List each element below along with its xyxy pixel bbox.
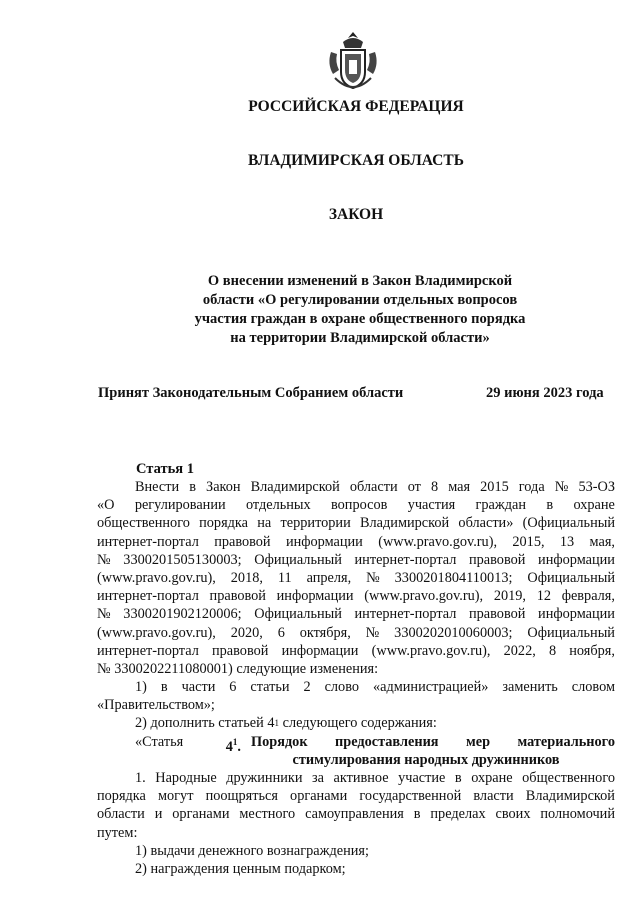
word: участие [398,770,446,787]
word: правовой [212,642,269,659]
word: словом [571,679,615,696]
word: (www.pravo.gov.ru), [371,642,491,659]
word: информации [538,551,615,568]
new-article-title-line: стимулирования народных дружинников [292,751,560,768]
word: регулировании [134,497,226,514]
word: 3300201902120006; [123,606,242,623]
body-line: «Правительством»; [97,697,215,714]
para-line: путем: [97,824,138,841]
word: интернет-портал [354,551,457,568]
word: Внести [135,479,180,495]
word: «О [97,497,115,514]
para-line [97,805,615,823]
word: участия [407,497,456,514]
word: информации [285,533,363,550]
word: Владимирской [525,788,615,805]
word: информации [538,606,615,623]
word: интернет-портал [97,588,199,605]
word: активное [333,770,389,787]
word: охране [573,497,615,514]
article-body [97,478,615,878]
word: территории [280,515,351,532]
word: дружинники [226,770,303,787]
body-line [97,569,615,587]
word: Закон [206,479,241,495]
word: власти [473,788,514,805]
body-line [97,551,615,569]
word: «администрацией» [372,679,489,696]
word: № [97,606,111,623]
word: Официальный [254,606,342,623]
word: 2018, [230,569,263,586]
word: органами [290,788,348,805]
word: февраля, [561,588,615,605]
word: правовой [209,588,266,605]
word: порядка [199,515,248,532]
body-line [97,533,615,551]
word: мая [448,479,471,495]
word: области [349,479,398,495]
word: полномочий [540,806,615,823]
word: в [160,679,168,696]
word: за [312,770,324,787]
new-article-dot: . [237,738,241,755]
word: 6 [229,679,237,696]
new-article-title-line [251,733,615,751]
word: правовой [469,551,526,568]
word: ноября, [569,642,615,659]
word: пределах [430,806,486,823]
word: Владимирской [360,515,450,532]
adoption-label: Принят Законодательным Собранием области [98,385,404,401]
word: информации [281,642,359,659]
body-line: № 3300202211080001) следующие изменения: [97,660,379,677]
word: общественного [97,515,190,532]
region-heading: ВЛАДИМИРСКАЯ ОБЛАСТЬ [248,152,464,169]
word: 2022, [503,642,536,659]
word: (www.pravo.gov.ru), [378,533,498,550]
word: 3300202010060003; [394,624,513,641]
word: мая, [589,533,615,550]
word: 2 [303,679,311,696]
word: 1) [135,679,147,696]
body-line [97,642,615,660]
word: части [181,679,216,696]
para-line: 1) выдачи денежного вознаграждения; [135,842,369,859]
word: № [554,479,569,495]
word: 3300201804110013; [394,569,513,586]
word: заменить [502,679,558,696]
word: апреля, [306,569,352,586]
word: поощряться [205,788,278,805]
word: информации [276,588,354,605]
word: 8 [430,479,439,495]
word: № [97,551,111,568]
word: (www.pravo.gov.ru), [97,569,216,586]
new-article-superscript: 1 [232,736,238,747]
word: могут [157,788,194,805]
adoption-date: 29 июня 2023 года [486,385,604,401]
word: (www.pravo.gov.ru), [364,588,484,605]
word: самоуправления [305,806,404,823]
coat-of-arms-emblem [325,30,381,94]
word: отдельных [245,497,311,514]
body-line [97,514,615,532]
word: интернет-портал [97,642,199,659]
word: интернет-портал [97,533,199,550]
body-line [97,478,615,496]
word: Официальный [527,624,615,641]
word: № [366,569,380,586]
word: слово [324,679,360,696]
word: октября, [299,624,351,641]
word: 2015, [512,533,545,550]
word: (www.pravo.gov.ru), [97,624,216,641]
word: на [257,515,272,532]
word: государственной [359,788,462,805]
new-article-word: «Статья [135,733,184,750]
word: и [154,806,163,823]
word: статьи [250,679,290,696]
word: 53-ОЗ [578,479,615,495]
word: Официальный [527,569,615,586]
item2-text: 2) дополнить статьей 4 [135,715,275,732]
word: 12 [536,588,551,605]
document-type-heading: ЗАКОН [328,206,384,223]
law-title-line: на территории Владимирской области» [230,330,490,346]
body-line [97,587,615,605]
word: области» [458,515,514,532]
item2-tail: следующего содержания: [279,715,437,732]
word: 3300201505130003; [123,551,242,568]
word: местного [239,806,296,823]
word: 2015 [480,479,509,495]
body-line-item2 [97,714,615,732]
word: Народные [155,770,217,787]
new-article-title-word: мер [465,733,491,750]
word: граждан [475,497,527,514]
word: № [365,624,380,641]
word: Официальный [254,551,342,568]
new-article-title-word: предоставления [335,733,439,750]
para-line: 2) награждения ценным подарком; [135,860,346,877]
word: в [413,806,421,823]
word: (Официальный [522,515,615,532]
body-line [97,496,615,514]
word: общественного [522,770,615,787]
word: интернет-портал [354,606,457,623]
law-title-line: области «О регулировании отдельных вопросов [202,292,518,308]
word: охране [471,770,513,787]
word: в [546,497,554,514]
word: правовой [469,606,526,623]
word: 6 [277,624,285,641]
word: 2019, [493,588,526,605]
word: 8 [548,642,557,659]
article-heading: Статья 1 [136,461,194,477]
law-title-line: участия граждан в охране общественного порядка [194,311,526,327]
word: 13 [559,533,575,550]
word: 11 [277,569,292,586]
new-article-title-word: Порядок [251,733,308,750]
word: в [454,770,462,787]
word: правовой [214,533,271,550]
word: органами [172,806,230,823]
word: 2020, [230,624,263,641]
word: порядка [97,788,146,805]
new-article-heading [97,733,615,769]
body-line [97,605,615,623]
item2-superscript: 1 [274,718,280,729]
new-article-title-word: материального [517,733,615,750]
country-heading: РОССИЙСКАЯ ФЕДЕРАЦИЯ [248,98,464,115]
para-line [97,787,615,805]
word: в [189,479,196,495]
word: Владимирской [250,479,340,495]
para-line [97,769,615,787]
law-title [150,272,570,348]
word: года [518,479,545,495]
word: 1. [135,770,146,787]
word: своих [495,806,531,823]
new-article-number [226,733,241,769]
body-line [97,624,615,642]
new-article-num: 4 [225,738,233,755]
body-line [97,678,615,696]
law-title-line: О внесении изменений в Закон Владимирской [207,273,513,289]
word: от [407,479,421,495]
word: области [97,806,145,823]
word: вопросов [331,497,388,514]
